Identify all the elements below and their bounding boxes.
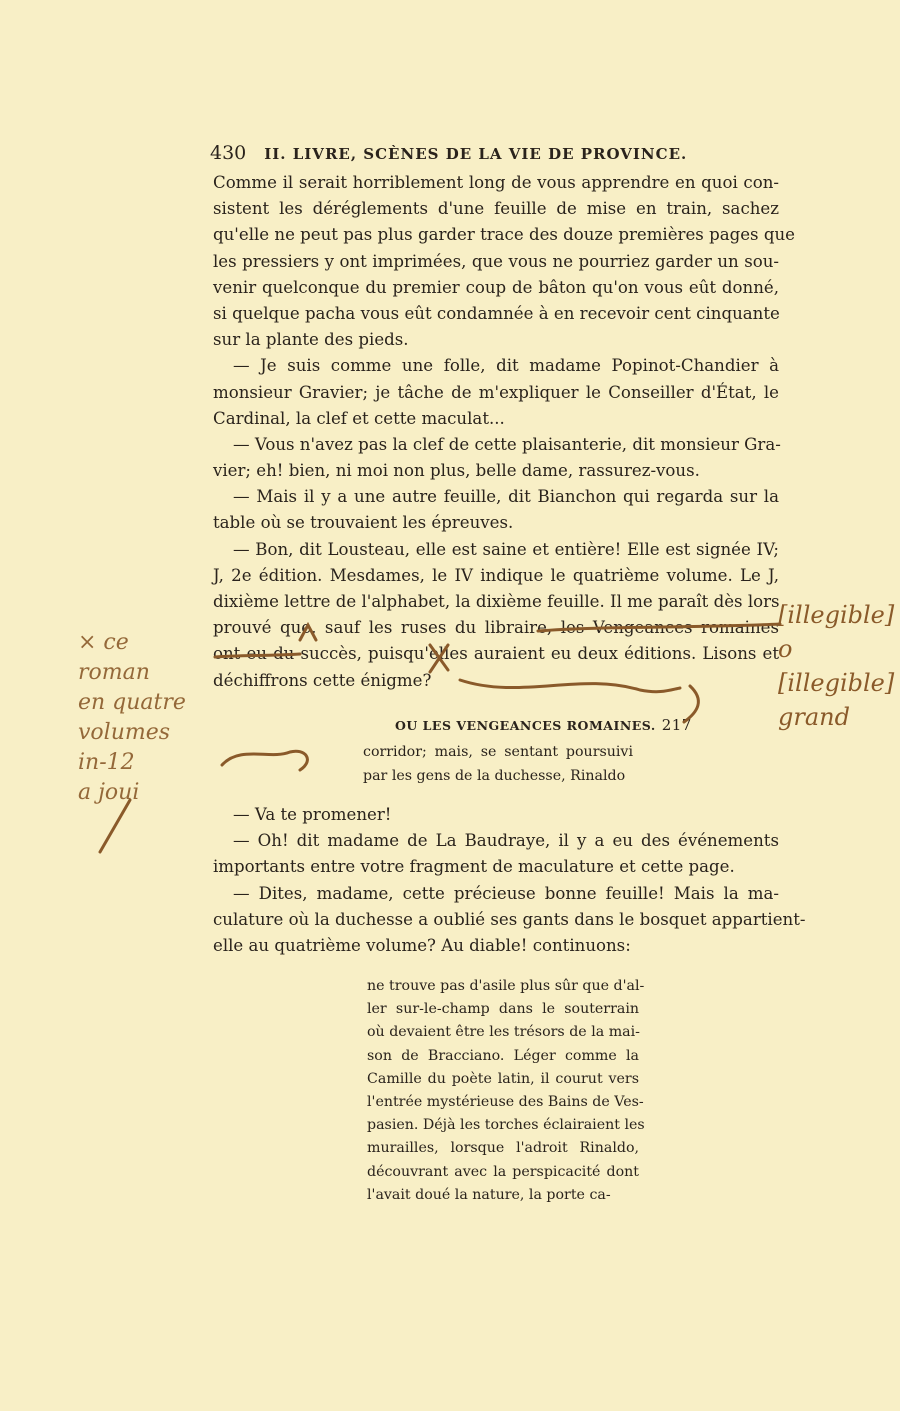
text-line: les pressiers y ont imprimées, que vous ne pourriez garder un sou-	[213, 251, 779, 271]
text-line: sur la plante des pieds.	[213, 330, 409, 350]
text-line: dixième lettre de l'alphabet, la dixième feuille. Il me paraît dès lors	[213, 592, 780, 611]
text-line: par les gens de la duchesse, Rinaldo	[363, 768, 626, 784]
text-line: l'avait doué la nature, la porte ca-	[367, 1186, 611, 1203]
scribble-mid-left	[222, 751, 307, 770]
text-line: découvrant avec la perspicacité dont	[367, 1163, 639, 1180]
text-line: elle au quatrième volume? Au diable! continuons:	[213, 935, 631, 955]
handwritten-line: in-12	[78, 750, 135, 775]
text-line: venir quelconque du premier coup de bâton qu'on vous eût donné,	[213, 277, 779, 297]
text-line: Cardinal, la clef et cette maculat...	[213, 408, 505, 428]
text-line: — Vous n'avez pas la clef de cette plaisanterie, dit monsieur Gra-	[233, 434, 781, 454]
text-line: ont eu du succès, puisqu'elles auraient eu deux éditions. Lisons et	[213, 644, 779, 664]
text-line: l'entrée mystérieuse des Bains de Ves-	[367, 1093, 644, 1110]
text-line: J, 2e édition. Mesdames, le IV indique le quatrième volume. Le J,	[213, 565, 779, 585]
handwritten-line: o	[778, 635, 793, 663]
running-title: II. LIVRE, SCÈNES DE LA VIE DE PROVINCE.	[264, 145, 688, 163]
dialogue-block	[213, 802, 806, 959]
text-line: ler sur-le-champ dans le souterrain	[367, 1001, 639, 1018]
text-line: — Je suis comme une folle, dit madame Popinot-Chandier à	[233, 356, 779, 376]
left-margin-annotation	[78, 628, 218, 808]
text-line: où devaient être les trésors de la mai-	[367, 1024, 640, 1041]
handwritten-line: volumes	[78, 720, 171, 745]
handwritten-line: × ce	[78, 630, 129, 655]
text-line: si quelque pacha vous eût condamnée à en recevoir cent cinquante	[213, 303, 780, 323]
text-line: son de Bracciano. Léger comme la	[367, 1047, 639, 1064]
text-line: table où se trouvaient les épreuves.	[213, 513, 514, 533]
text-line: ne trouve pas d'asile plus sûr que d'al-	[367, 978, 645, 994]
handwritten-line: [illegible]	[778, 601, 895, 629]
main-text-block	[213, 170, 795, 694]
right-margin-annotation	[778, 598, 900, 734]
text-line: Comme il serait horriblement long de vous apprendre en quoi con-	[213, 173, 779, 192]
text-line: monsieur Gravier; je tâche de m'expliquer le Conseiller d'État, le	[213, 382, 779, 402]
text-line: déchiffrons cette énigme?	[213, 670, 432, 690]
text-line: sistent les déréglements d'une feuille de mise en train, sachez	[213, 199, 779, 219]
page-number: 430	[210, 142, 247, 164]
text-line: importants entre votre fragment de maculature et cette page.	[213, 857, 735, 877]
inset-fragment-2	[367, 975, 645, 1207]
handwritten-line: roman	[78, 660, 150, 685]
handwritten-line: a joui	[78, 780, 140, 805]
text-line: — Bon, dit Lousteau, elle est saine et entière! Elle est signée IV;	[233, 539, 779, 559]
text-line: qu'elle ne peut pas plus garder trace des douze premières pages que	[213, 225, 795, 245]
text-line: — Oh! dit madame de La Baudraye, il y a eu des événements	[233, 831, 779, 851]
text-line: murailles, lorsque l'adroit Rinaldo,	[367, 1140, 639, 1157]
text-line: corridor; mais, se sentant poursuivi	[363, 744, 633, 760]
text-line: vier; eh! bien, ni moi non plus, belle dame, rassurez-vous.	[213, 461, 700, 481]
running-header	[210, 142, 710, 166]
handwritten-line: grand	[778, 703, 850, 731]
text-line: — Dites, madame, cette précieuse bonne feuille! Mais la ma-	[233, 883, 779, 903]
handwritten-line: en quatre	[78, 690, 186, 715]
inset-fragment-1	[363, 740, 633, 788]
text-line: pasien. Déjà les torches éclairaient les	[367, 1117, 645, 1134]
text-line: — Mais il y a une autre feuille, dit Bianchon qui regarda sur la	[233, 487, 779, 507]
inset-title: OU LES VENGEANCES ROMAINES.	[395, 718, 656, 733]
text-line: Camille du poète latin, il courut vers	[367, 1070, 639, 1087]
handwritten-line: [illegible]	[778, 669, 895, 697]
text-line: — Va te promener!	[233, 805, 392, 824]
inset-running-header	[395, 716, 692, 734]
text-line: culature où la duchesse a oublié ses gants dans le bosquet appartient-	[213, 909, 806, 929]
text-line: prouvé que, sauf les ruses du libraire, les Vengeances romaines	[213, 618, 779, 638]
inset-page-number: 217	[661, 716, 692, 734]
